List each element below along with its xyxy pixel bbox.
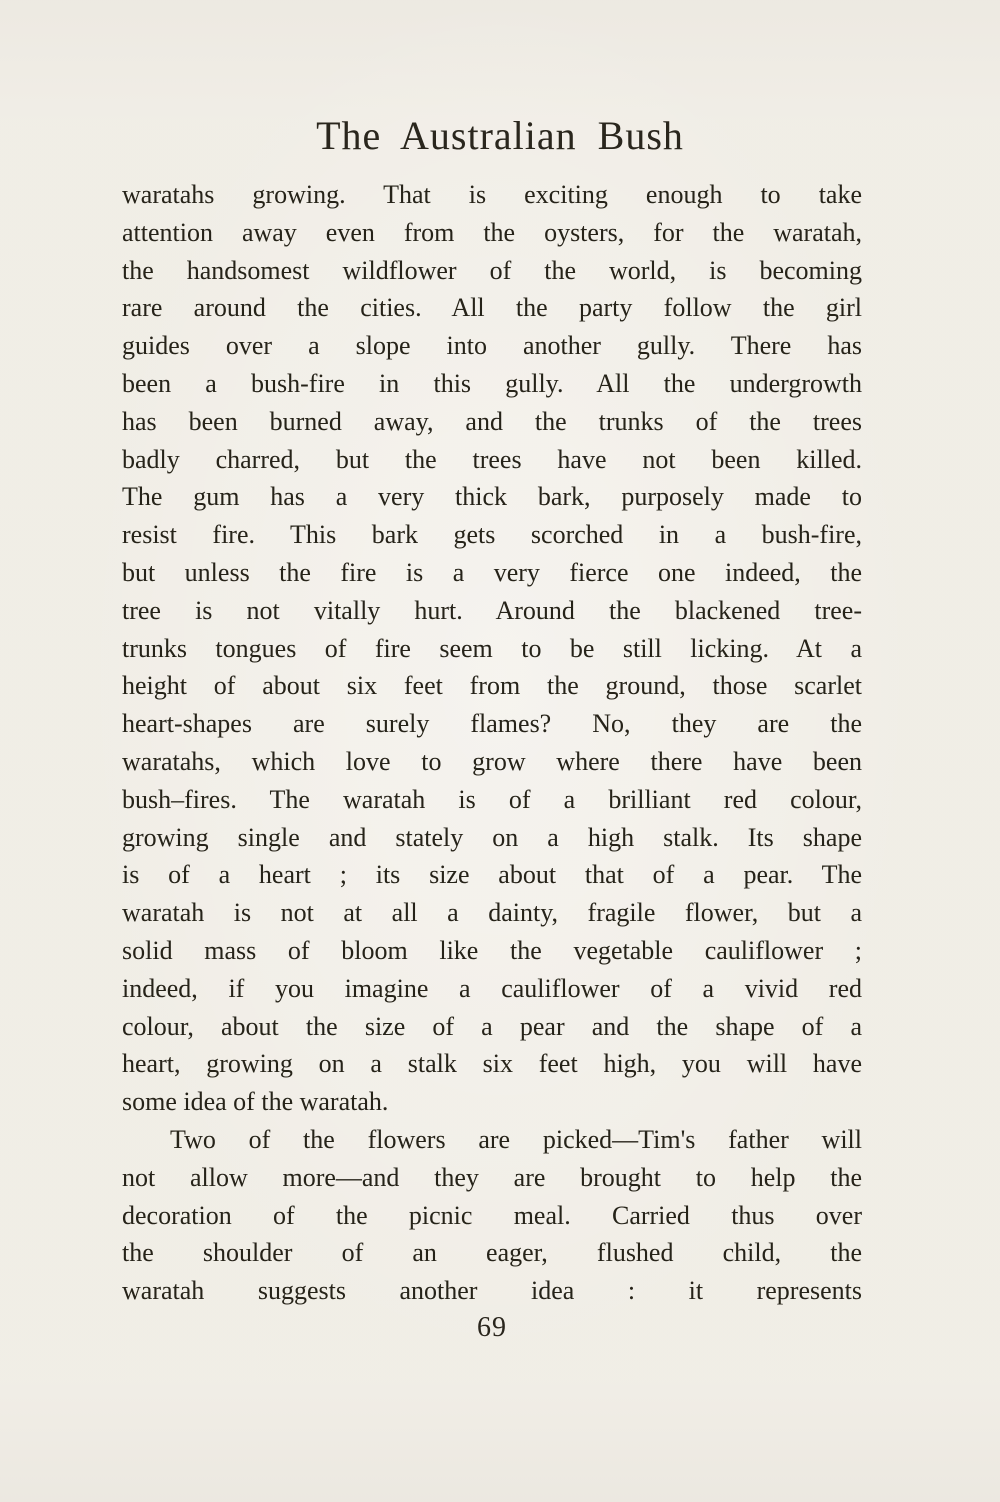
text-line: badly charred, but the trees have not been killed. bbox=[122, 444, 862, 474]
page-title: The Australian Bush bbox=[316, 113, 684, 158]
text-line: been a bush-fire in this gully. All the undergrowth bbox=[122, 368, 862, 398]
text-line: growing single and stately on a high stalk. Its shape bbox=[122, 822, 862, 852]
page-number: 69 bbox=[477, 1312, 507, 1343]
paragraph bbox=[122, 1121, 862, 1310]
text-line: heart-shapes are surely flames? No, they are the bbox=[122, 709, 862, 739]
text-line: some idea of the waratah. bbox=[122, 1087, 389, 1117]
text-line: The gum has a very thick bark, purposely made to bbox=[122, 482, 862, 512]
text-line: the handsomest wildflower of the world, is becoming bbox=[122, 255, 862, 285]
text-line: colour, about the size of a pear and the shape of a bbox=[122, 1011, 862, 1041]
text-line: resist fire. This bark gets scorched in a bush-fire, bbox=[122, 520, 862, 550]
paragraph bbox=[122, 176, 862, 1121]
text-line: waratah is not at all a dainty, fragile flower, but a bbox=[122, 898, 862, 928]
text-line: heart, growing on a stalk six feet high, you will have bbox=[122, 1049, 862, 1079]
text-line: decoration of the picnic meal. Carried thus over bbox=[122, 1200, 862, 1230]
text-line: tree is not vitally hurt. Around the blackened tree- bbox=[122, 595, 862, 625]
text-line: guides over a slope into another gully. There has bbox=[122, 331, 862, 361]
text-line: has been burned away, and the trunks of the trees bbox=[122, 406, 862, 436]
text-line: not allow more—and they are brought to help the bbox=[122, 1162, 862, 1192]
text-line: waratah suggests another idea : it represents bbox=[122, 1276, 862, 1306]
text-line: solid mass of bloom like the vegetable cauliflower ; bbox=[122, 935, 862, 965]
text-line: Two of the flowers are picked—Tim's father will bbox=[170, 1124, 862, 1154]
text-line: rare around the cities. All the party follow the girl bbox=[122, 293, 862, 323]
text-line: trunks tongues of fire seem to be still licking. At a bbox=[122, 633, 862, 663]
text-line: indeed, if you imagine a cauliflower of a vivid red bbox=[122, 973, 862, 1003]
text-line: but unless the fire is a very fierce one indeed, the bbox=[122, 557, 862, 587]
body-text bbox=[122, 176, 862, 1310]
text-line: is of a heart ; its size about that of a pear. The bbox=[122, 860, 862, 890]
text-line: attention away even from the oysters, for the waratah, bbox=[122, 217, 862, 247]
text-line: waratahs growing. That is exciting enough to take bbox=[122, 180, 862, 209]
text-line: waratahs, which love to grow where there have been bbox=[122, 746, 862, 776]
text-line: height of about six feet from the ground, those scarlet bbox=[122, 671, 862, 701]
text-line: bush–fires. The waratah is of a brilliant red colour, bbox=[122, 784, 862, 814]
text-line: the shoulder of an eager, flushed child, the bbox=[122, 1238, 862, 1268]
